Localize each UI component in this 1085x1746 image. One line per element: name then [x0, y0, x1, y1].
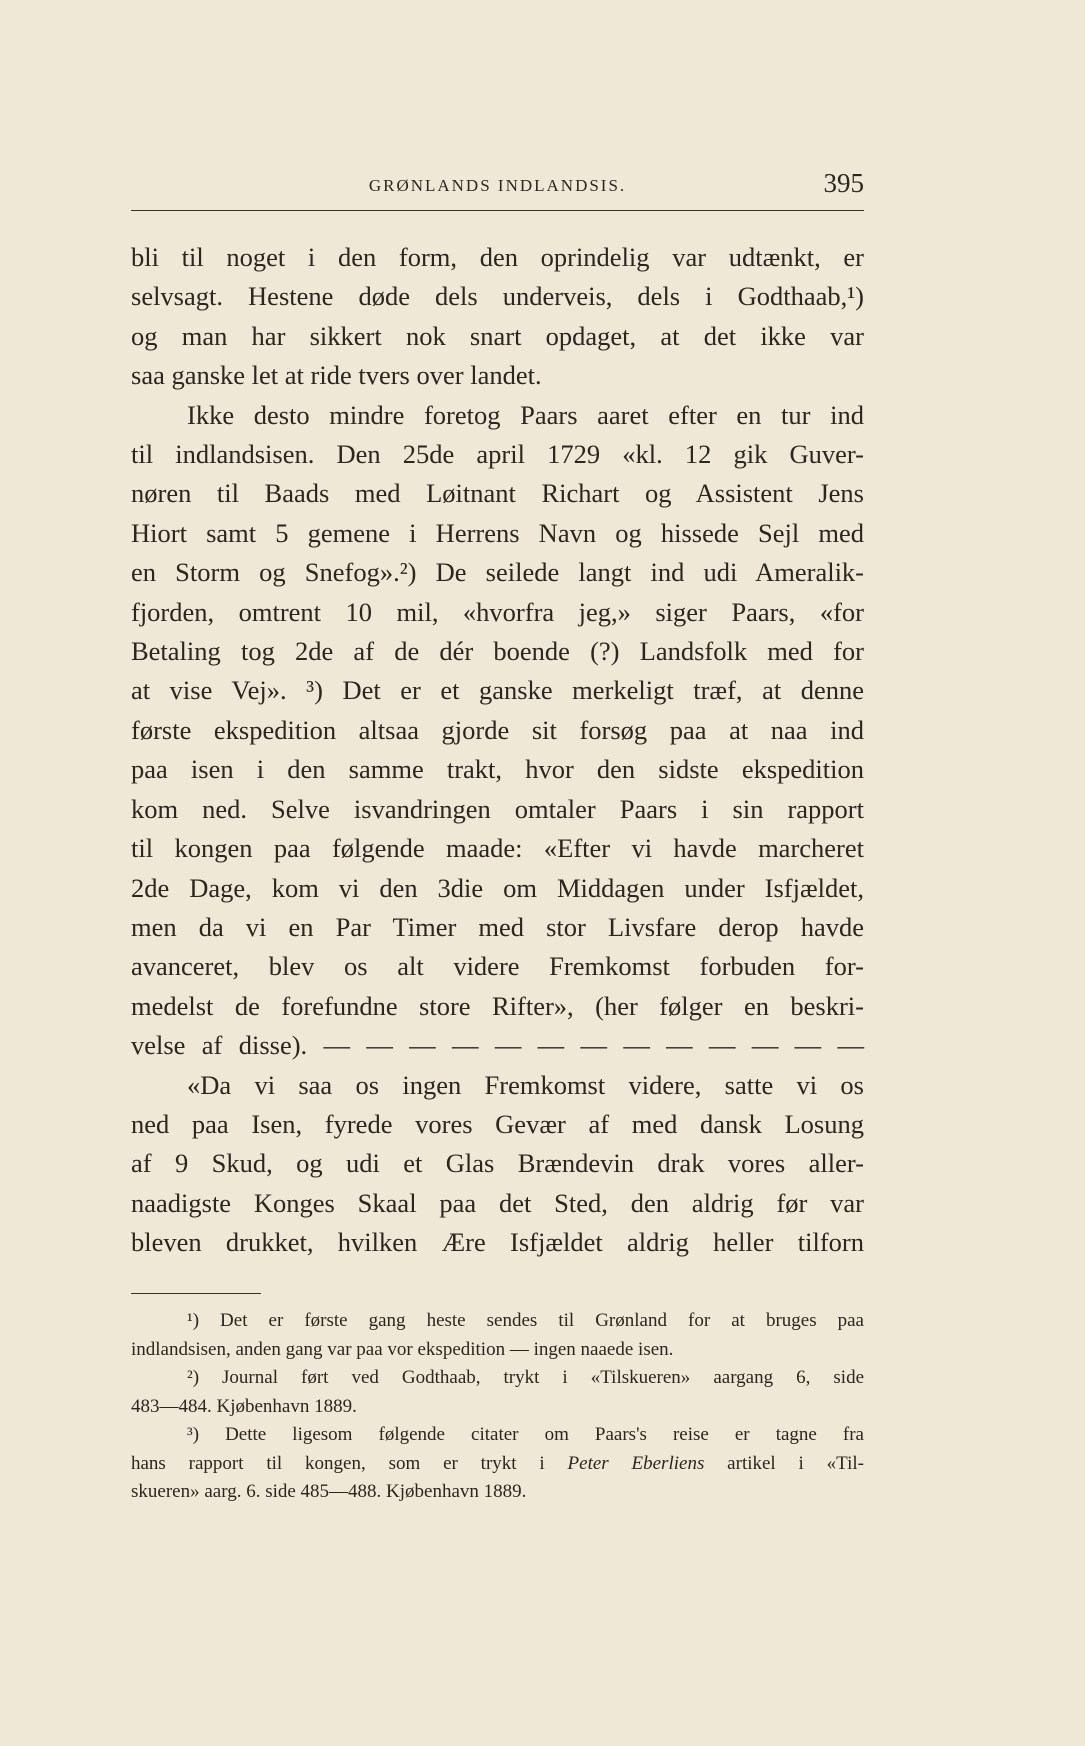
text-line: Hiort samt 5 gemene i Herrens Navn og hissede Sejl med: [131, 517, 864, 548]
text-line: bli til noget i den form, den oprindelig var udtænkt, er: [131, 242, 864, 272]
text-line: kom ned. Selve isvandringen omtaler Paars i sin rapport: [131, 793, 864, 824]
text-line: til kongen paa følgende maade: «Efter vi havde marcheret: [131, 833, 864, 864]
footnote-2: ²) Journal ført ved Godthaab, trykt i «Tilskueren» aargang 6, side: [187, 1367, 864, 1388]
footnote-3: ³) Dette ligesom følgende citater om Paars's reise er tagne fra: [187, 1424, 864, 1445]
body-text: [131, 238, 864, 1263]
footnote-rule: [131, 1293, 261, 1294]
footnote-3-text: hans rapport til kongen, som er trykt i: [131, 1452, 568, 1474]
text-line: avanceret, blev os alt videre Fremkomst forbuden for-: [131, 951, 864, 982]
text-line: medelst de forefundne store Rifter», (her følger en beskri-: [131, 990, 864, 1021]
text-line: første ekspedition altsaa gjorde sit forsøg paa at naa ind: [131, 714, 864, 745]
text-line: til indlandsisen. Den 25de april 1729 «kl. 12 gik Guver-: [131, 439, 864, 470]
text-line: velse af disse). — — — — — — — — — — — — —: [131, 1030, 864, 1061]
footnote-3-text-b: artikel i «Til-: [704, 1452, 864, 1474]
text-line: selvsagt. Hestene døde dels underveis, dels i Godthaab,¹): [131, 281, 864, 312]
footnote-3-cont: [131, 1450, 864, 1479]
text-line: af 9 Skud, og udi et Glas Brændevin drak vores aller-: [131, 1148, 864, 1179]
page-number: 395: [823, 168, 864, 198]
text-line: fjorden, omtrent 10 mil, «hvorfra jeg,» siger Paars, «for: [131, 596, 864, 627]
footnote-1: ¹) Det er første gang heste sendes til Grønland for at bruges paa: [187, 1310, 864, 1331]
text-line: «Da vi saa os ingen Fremkomst videre, satte vi os: [187, 1069, 864, 1100]
text-line: men da vi en Par Timer med stor Livsfare derop havde: [131, 911, 864, 942]
text-line: nøren til Baads med Løitnant Richart og Assistent Jens: [131, 478, 864, 509]
text-line: en Storm og Snefog».²) De seilede langt ind udi Ameralik-: [131, 557, 864, 588]
text-line: Ikke desto mindre foretog Paars aaret efter en tur ind: [187, 399, 864, 430]
text-line: ned paa Isen, fyrede vores Gevær af med dansk Losung: [131, 1108, 864, 1139]
header-rule: [131, 210, 864, 211]
footnote-3-end: skueren» aarg. 6. side 485—488. Kjøbenhavn 1889.: [131, 1481, 527, 1502]
text-line: paa isen i den samme trakt, hvor den sidste ekspedition: [131, 754, 864, 785]
page-header: [131, 168, 864, 208]
text-line: og man har sikkert nok snart opdaget, at det ikke var: [131, 320, 864, 351]
text-line: 2de Dage, kom vi den 3die om Middagen under Isfjældet,: [131, 872, 864, 903]
footnote-1-cont: indlandsisen, anden gang var paa vor ekspedition — ingen naaede isen.: [131, 1338, 674, 1360]
footnote-3-author: Peter Eberliens: [567, 1452, 705, 1474]
footnotes: [131, 1307, 864, 1507]
text-line: naadigste Konges Skaal paa det Sted, den aldrig før var: [131, 1187, 864, 1218]
text-line: bleven drukket, hvilken Ære Isfjældet aldrig heller tilforn: [131, 1227, 864, 1258]
text-line: at vise Vej». ³) Det er et ganske merkeligt træf, at denne: [131, 675, 864, 706]
text-line: Betaling tog 2de af de dér boende (?) Landsfolk med for: [131, 636, 864, 667]
running-head: GRØNLANDS INDLANDSIS.: [368, 176, 627, 195]
footnote-2-cont: 483—484. Kjøbenhavn 1889.: [131, 1395, 357, 1417]
text-line: saa ganske let at ride tvers over landet.: [131, 360, 542, 391]
